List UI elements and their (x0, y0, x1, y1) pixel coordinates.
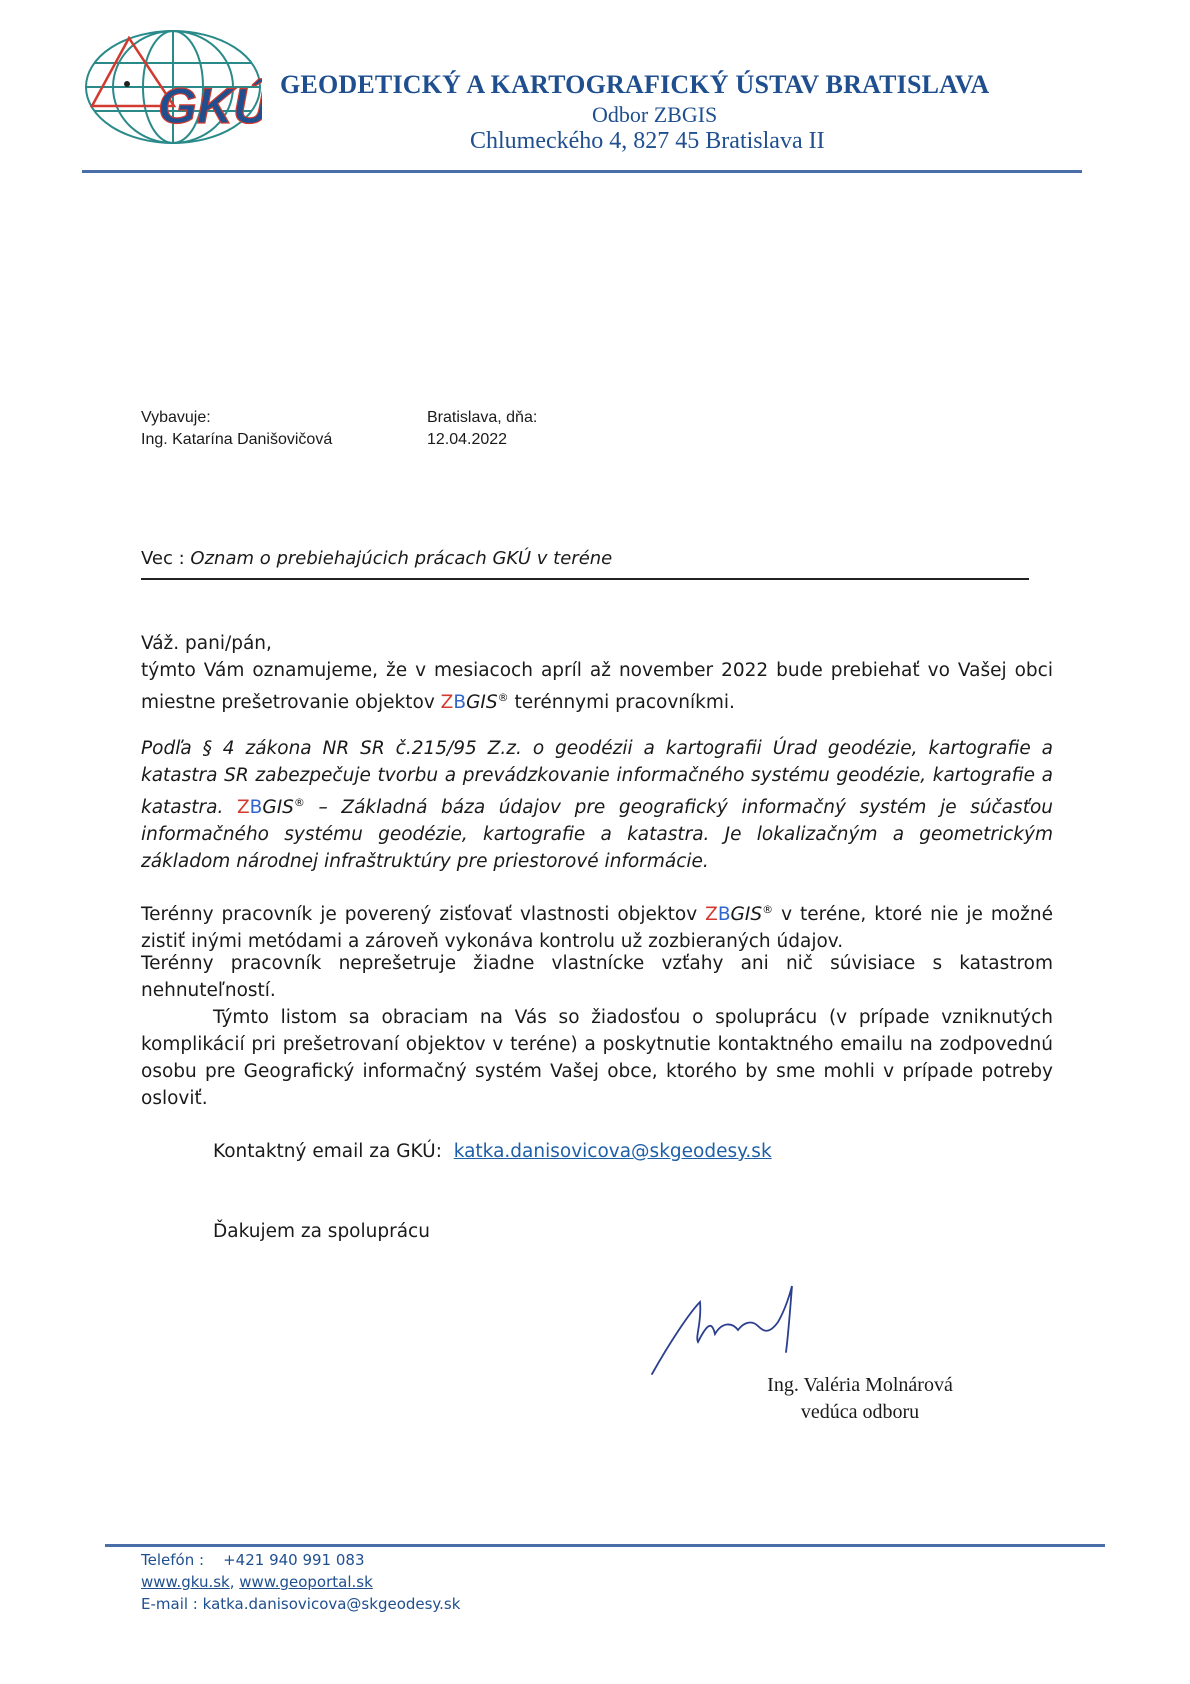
org-department: Odbor ZBGIS (592, 102, 718, 127)
subject-line (141, 548, 612, 569)
subject-underline (141, 578, 1029, 580)
paragraph-2 (141, 735, 1053, 875)
handler-name: Ing. Katarína Danišovičová (141, 431, 333, 448)
contact-label: Kontaktný email za GKÚ: (213, 1141, 442, 1162)
footer-email-address: katka.danisovicova@skgeodesy.sk (202, 1595, 461, 1613)
signer-name: Ing. Valéria Molnárová (767, 1374, 953, 1396)
footer-divider (105, 1544, 1105, 1547)
p3-text-a: Terénny pracovník je poverený zisťovať vlastnosti objektov (141, 904, 698, 926)
salutation: Váž. pani/pán, (141, 633, 272, 654)
zbgis-brand: ZBGIS® (440, 691, 509, 714)
zbgis-brand: ZBGIS® (236, 796, 305, 819)
web-separator: , (229, 1573, 235, 1591)
p1-text-b: terénnymi pracovníkmi. (514, 692, 735, 714)
signer-title: vedúca odboru (800, 1401, 920, 1423)
p3-text-b: v teréne, ktoré nie je možné zistiť inými metódami a zároveň vykonáva kontrolu už zozbieraných údajov. (141, 904, 1053, 953)
paragraph-4: Týmto listom sa obraciam na Vás so žiadosťou o spoluprácu (v prípade vzniknutých komplikácií pri prešetrovaní objektov v teréne) a poskytnutie kontaktného emailu na zodpovednú osobu pre Geografický informačný systém Vašej obce, ktorého by sme mohli v prípade potreby osloviť. (141, 1007, 1053, 1109)
contact-line (213, 1141, 772, 1162)
logo-text: GKÚ (158, 78, 262, 134)
place-label: Bratislava, dňa: (427, 409, 538, 426)
gku-website-link[interactable]: www.gku.sk (141, 1573, 230, 1591)
footer-phone (141, 1549, 365, 1571)
email-label: E-mail : (141, 1595, 198, 1613)
phone-label: Telefón : (141, 1551, 205, 1569)
p2-text-b: – Základná báza údajov pre geografický informačný systém je súčasťou informačného systému geodézie, kartografie a katastra. Je lokalizačným a geometrickým základom národnej infraštruktúry pre priestorové informácie. (141, 797, 1053, 873)
subject-label: Vec : (141, 548, 185, 569)
paragraph-3 (141, 896, 1053, 955)
phone-number: +421 940 991 083 (223, 1551, 365, 1569)
geoportal-link[interactable]: www.geoportal.sk (239, 1573, 373, 1591)
org-address: Chlumeckého 4, 827 45 Bratislava II (470, 128, 825, 154)
date-block (427, 407, 537, 451)
p2-text-a: Podľa § 4 zákona NR SR č.215/95 Z.z. o geodézii a kartografii Úrad geodézie, kartografie a katastra SR zabezpečuje tvorbu a prevádzkovanie informačného systému geodézie, kartografie a katastra. (141, 738, 1053, 819)
signature-scribble (640, 1282, 840, 1382)
letter-date: 12.04.2022 (427, 431, 508, 448)
gku-logo (84, 28, 262, 146)
thanks-line: Ďakujem za spoluprácu (213, 1221, 430, 1242)
footer-email (141, 1593, 460, 1615)
contact-email-link[interactable]: katka.danisovicova@skgeodesy.sk (453, 1141, 772, 1162)
zbgis-brand: ZBGIS® (705, 903, 774, 926)
org-name: GEODETICKÝ A KARTOGRAFICKÝ ÚSTAV BRATISLAVA (280, 70, 990, 99)
paragraph-3-note: Terénny pracovník neprešetruje žiadne vlastnícke vzťahy ani nič súvisiace s katastrom nehnuteľností. (141, 953, 1053, 1001)
handler-block (141, 407, 332, 451)
paragraph-1 (141, 657, 1053, 716)
footer-web (141, 1571, 373, 1593)
header-divider (82, 170, 1082, 173)
handler-label: Vybavuje: (141, 409, 211, 426)
p1-text-a: týmto Vám oznamujeme, že v mesiacoch apríl až november 2022 bude prebiehať vo Vašej obci miestne prešetrovanie objektov (141, 660, 1053, 714)
subject-text: Oznam o prebiehajúcich prácach GKÚ v teréne (190, 548, 613, 569)
